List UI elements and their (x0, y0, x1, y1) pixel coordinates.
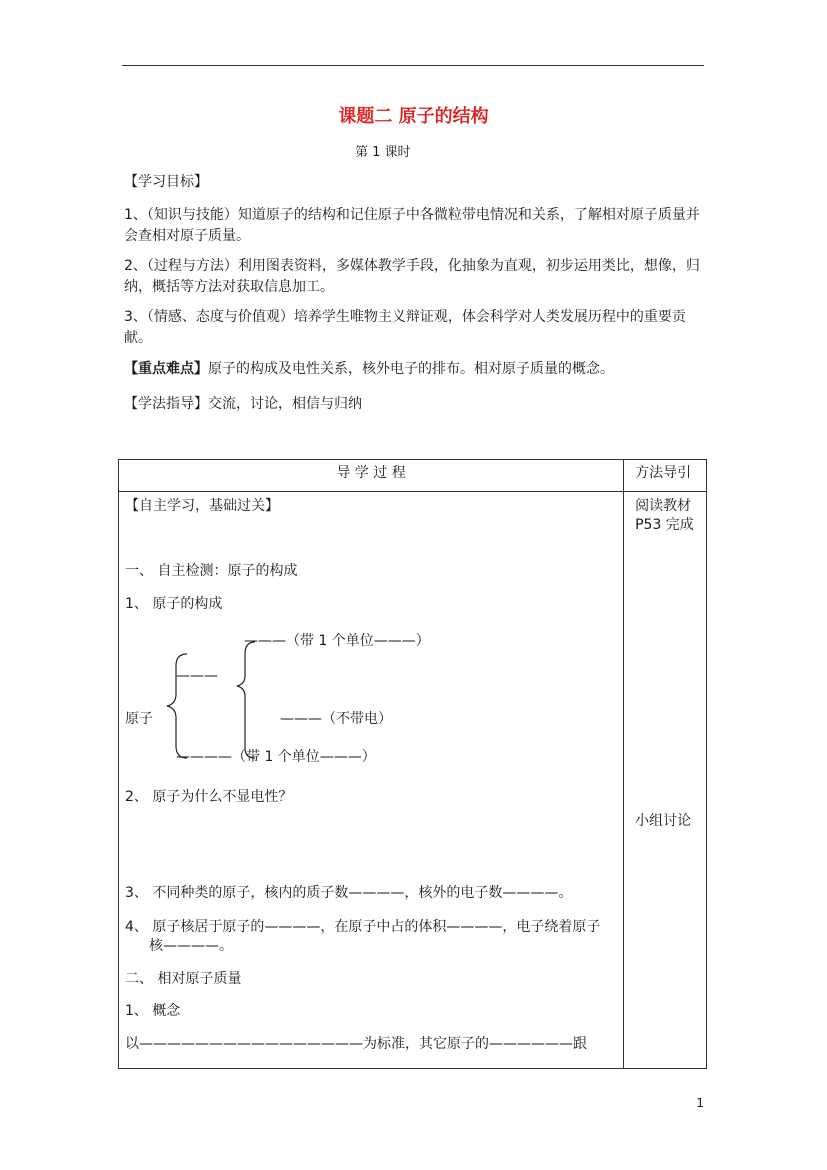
method-guide (124, 394, 362, 415)
process-cell (119, 492, 624, 1069)
blank-neutral: ———（不带电） (280, 711, 392, 727)
question-2: 2、 原子为什么不显电性？ (125, 789, 293, 805)
question-3: 3、 不同种类的原子，核内的质子数————，核外的电子数————。 (125, 885, 573, 901)
key-points-text: 原子的构成及电性关系，核外电子的排布。相对原子质量的概念。 (208, 361, 614, 377)
method-guide-header: 方法导引 (635, 465, 692, 481)
blank-charged-2: ————（带 1 个单位———） (176, 749, 376, 765)
method-cell (624, 492, 707, 1069)
question-1: 1、 原子的构成 (125, 596, 223, 612)
part2-title: 二、 相对原子质量 (125, 971, 242, 987)
process-header: 导 学 过 程 (336, 465, 406, 481)
blank-nucleus: ——— (176, 668, 218, 684)
section-self-study: 【自主学习，基础过关】 (125, 498, 279, 514)
page-number: 1 (696, 1096, 704, 1110)
method-guide-label: 【学法指导】 (124, 396, 208, 412)
part2-question-1: 1、 概念 (125, 1003, 181, 1019)
goals-heading: 【学习目标】 (124, 174, 208, 190)
side-note-read-1: 阅读教材 (635, 498, 692, 514)
inner-brace (237, 642, 255, 758)
lesson-period: 第 1 课时 (355, 145, 411, 160)
method-guide-text: 交流，讨论，相信与归纳 (208, 396, 362, 412)
side-note-read-2: P53 完成 (635, 517, 694, 533)
goal-2: 2、（过程与方法）利用图表资料，多媒体教学手段，化抽象为直观，初步运用类比，想像，归纳，概括等方法对获取信息加工。 (124, 258, 700, 295)
side-note-discuss: 小组讨论 (635, 813, 692, 829)
question-4-line2: 核————。 (149, 938, 233, 954)
goal-1: 1、（知识与技能）知道原子的结构和记住原子中各微粒带电情况和关系，了解相对原子质量并会查相对原子质量。 (124, 207, 700, 244)
part1-title: 一、 自主检测：原子的构成 (125, 563, 298, 579)
blank-charged-1: ———（带 1 个单位———） (244, 633, 430, 649)
study-process-table (118, 459, 707, 1069)
key-points (124, 359, 614, 380)
atom-label: 原子 (125, 711, 153, 727)
key-points-label: 【重点难点】 (124, 361, 208, 377)
goal-3: 3、（情感、态度与价值观）培养学生唯物主义辩证观，体会科学对人类发展历程中的重要贡献。 (124, 309, 686, 346)
table-header-main (119, 460, 624, 492)
part2-fill-line: 以————————————————为标准，其它原子的——————跟 (125, 1036, 587, 1052)
header-rule (122, 65, 704, 66)
document-title: 课题二 原子的结构 (338, 106, 489, 127)
table-header-side (624, 460, 707, 492)
question-4-line1: 4、 原子核居于原子的————，在原子中占的体积————，电子绕着原子 (125, 919, 601, 935)
